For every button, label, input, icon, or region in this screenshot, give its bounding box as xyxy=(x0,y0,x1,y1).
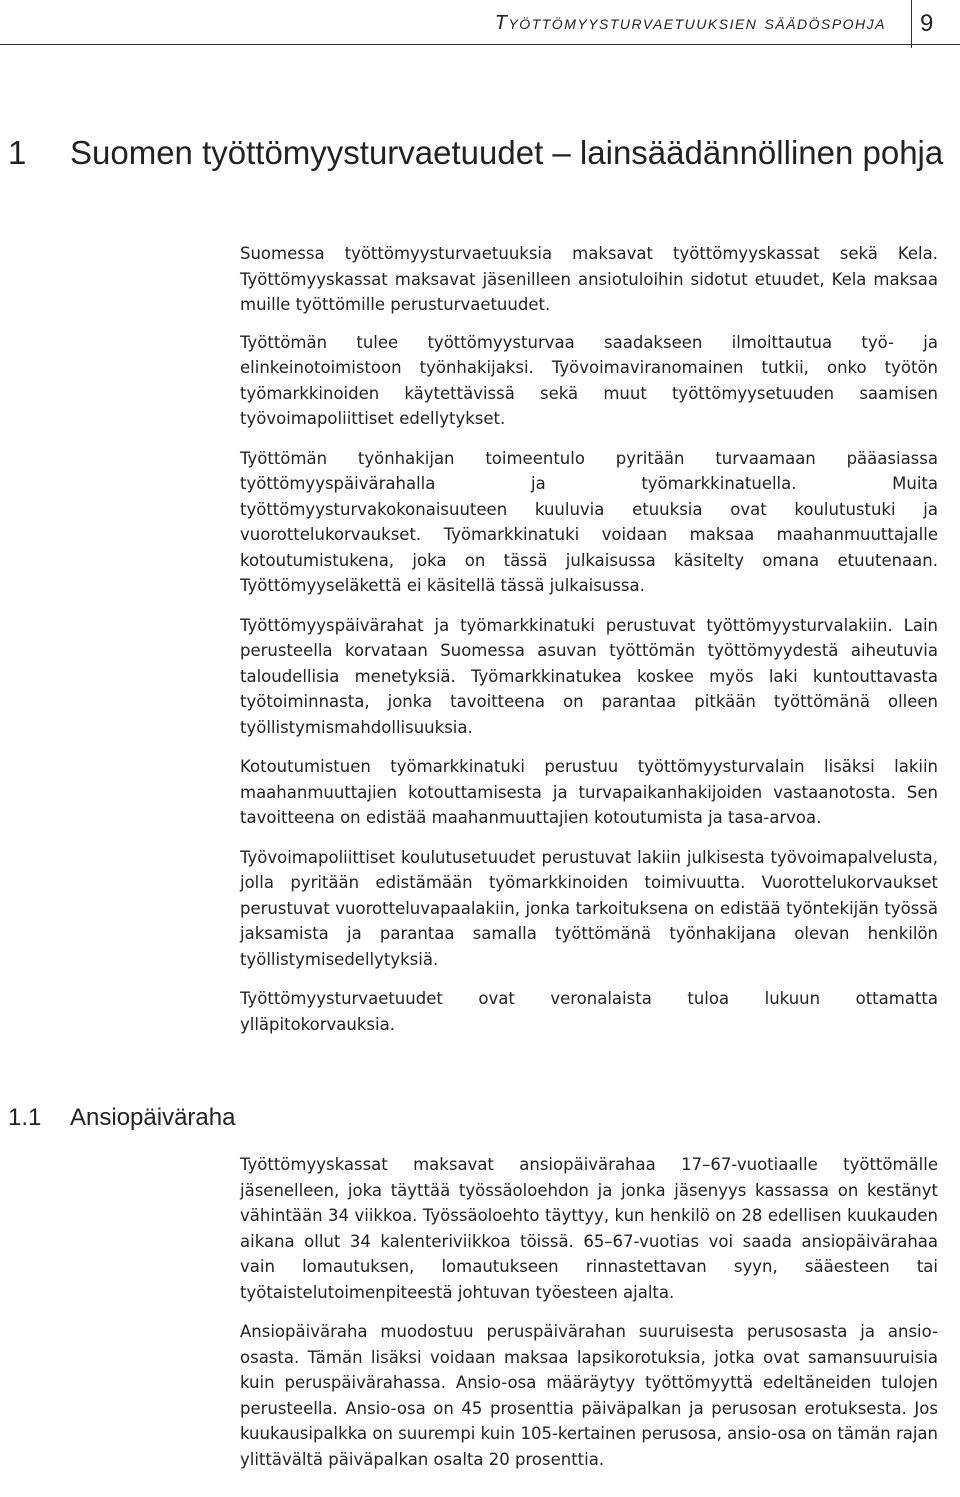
intro-section xyxy=(240,241,938,1057)
intro-paragraph-7: Työttömyysturvaetuudet ovat veronalaista tuloa lukuun ottamatta ylläpitokorvauksia. xyxy=(240,989,938,1034)
running-header xyxy=(0,0,960,48)
intro-paragraph-6: Työvoimapoliittiset koulutusetuudet perustuvat lakiin julkisesta työvoimapalvelusta, jolla pyritään edistämään työmarkkinoiden toimivuutta. Vuorottelukorvaukset perustuvat vuorotteluvapaalakiin, jonka tarkoituksena on edistää työntekijän työssä jaksamista ja parantaa samalla työttömänä työnhakijana olevan henkilön työllistymisedellytyksiä. xyxy=(240,847,938,969)
chapter-heading xyxy=(8,133,948,173)
section-title: Ansiopäiväraha xyxy=(70,1104,236,1131)
chapter-title: Suomen työttömyysturvaetuudet – lainsäädännöllinen pohja xyxy=(70,134,944,171)
intro-paragraph-3: Työttömän työnhakijan toimeentulo pyritään turvaamaan pääasiassa työttömyyspäivärahalla ja työmarkkinatuella. Muita työttömyysturvakokonaisuuteen kuuluvia etuuksia ovat koulutustuki ja vuorottelukorvaukset. Työmarkkinatuki voidaan maksaa maahanmuuttajalle kotoutumistukena, joka on tässä julkaisussa käsitelty omana etuutenaan. Työttömyyseläkettä ei käsitellä tässä julkaisussa. xyxy=(240,448,938,595)
header-divider xyxy=(911,0,912,48)
section-number: 1.1 xyxy=(8,1104,42,1131)
intro-paragraph-1: Suomessa työttömyysturvaetuuksia maksavat työttömyyskassat sekä Kela. Työttömyyskassat maksavat jäsenilleen ansiotuloihin sidotut etuudet, Kela maksaa muille työttömille perusturvaetuudet. xyxy=(240,244,938,314)
page-number: 9 xyxy=(920,10,934,37)
chapter-number: 1 xyxy=(8,134,27,171)
running-title: Työttömyysturvaetuuksien säädöspohja xyxy=(494,12,886,34)
section-heading xyxy=(8,1102,235,1134)
intro-paragraph-5: Kotoutumistuen työmarkkinatuki perustuu työttömyysturvalain lisäksi lakiin maahanmuuttajien kotouttamisesta ja turvapaikanhakijoiden vastaanotosta. Sen tavoitteena on edistää maahanmuuttajien kotoutumista ja tasa-arvoa. xyxy=(240,757,938,827)
ansiopaivaraha-section xyxy=(240,1152,938,1492)
section-paragraph-2: Ansiopäiväraha muodostuu peruspäivärahan suuruisesta perusosasta ja ansio-osasta. Tämän lisäksi voidaan maksaa lapsikorotuksia, jotka ovat samansuuruisia kuin peruspäivärahassa. Ansio-osa määräytyy työttömyyttä edeltäneiden tulojen perusteella. Ansio-osa on 45 prosenttia päiväpalkan ja perusosan erotuksesta. Jos kuukausipalkka on suurempi kuin 105-kertainen perusosa, ansio-osa on tämän rajan ylittävältä päiväpalkan osalta 20 prosenttia. xyxy=(240,1322,938,1469)
section-paragraph-1: Työttömyyskassat maksavat ansiopäivärahaa 17–67-vuotiaalle työttömälle jäsenelleen, joka täyttää työssäoloehdon ja jonka jäsenyys kassassa on kestänyt vähintään 34 viikkoa. Työssäoloehto täyttyy, kun henkilö on 28 edellisen kuukauden aikana ollut 34 kalenteriviikkoa töissä. 65–67-vuotias voi saada ansiopäivärahaa vain lomautuksen, lomautukseen rinnastettavan syyn, sääesteen tai työtaistelutoimenpiteestä johtuvan työesteen ajalta. xyxy=(240,1155,938,1302)
header-rule xyxy=(0,44,960,45)
intro-paragraph-2: Työttömän tulee työttömyysturvaa saadakseen ilmoittautua työ- ja elinkeinotoimistoon työnhakijaksi. Työvoimaviranomainen tutkii, onko työtön työmarkkinoiden käytettävissä sekä muut työttömyysetuuden saamisen työvoimapoliittiset edellytykset. xyxy=(240,332,938,428)
intro-paragraph-4: Työttömyyspäivärahat ja työmarkkinatuki perustuvat työttömyysturvalakiin. Lain perusteella korvataan Suomessa asuvan työttömän työttömyydestä aiheutuvia taloudellisia menetyksiä. Työmarkkinatukea koskee myös laki kuntouttavasta työtoiminnasta, jonka tavoitteena on parantaa pitkään työttömänä olleen työllistymismahdollisuuksia. xyxy=(240,615,938,737)
